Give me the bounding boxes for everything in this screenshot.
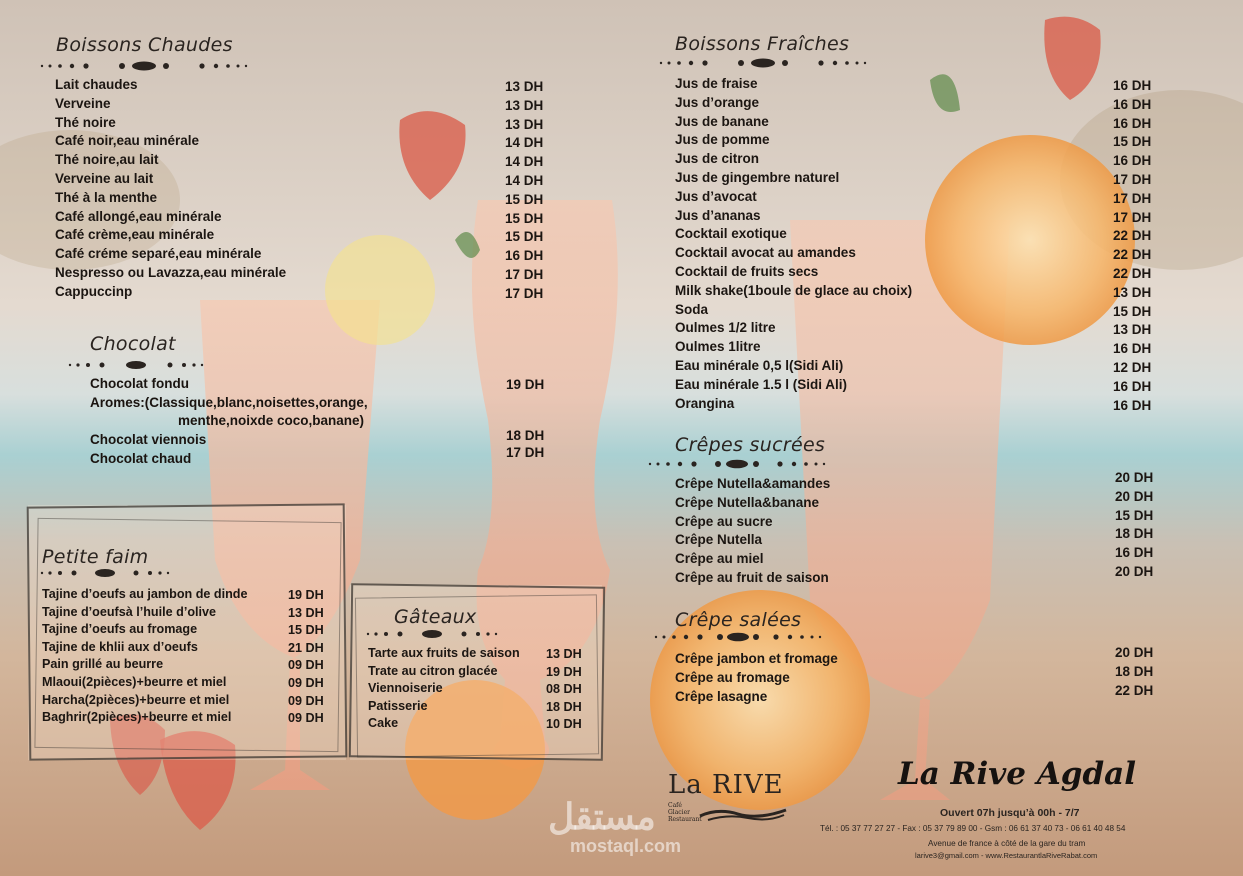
list-item: Crêpe lasagne 22 DH bbox=[675, 682, 1154, 704]
crepes-sucrees-list bbox=[675, 470, 1165, 589]
list-item: Orangina 16 DH bbox=[675, 395, 1152, 413]
wave-icon bbox=[698, 806, 788, 822]
ornament-divider bbox=[646, 458, 828, 470]
list-item: Eau minérale 0,5 l(Sidi Ali) 12 DH bbox=[675, 357, 1152, 375]
list-item: Café crème,eau minérale 15 DH bbox=[55, 227, 544, 245]
list-item: Crêpe au miel 16 DH bbox=[675, 545, 1154, 567]
list-item: Thé à la menthe 15 DH bbox=[55, 189, 544, 207]
phone-numbers: Tél. : 05 37 77 27 27 - Fax : 05 37 79 89 00 - Gsm : 06 61 37 40 73 - 06 61 40 48 54 bbox=[820, 824, 1126, 833]
list-item: Oulmes 1/2 litre 13 DH bbox=[675, 320, 1152, 338]
chocolat-aromes: Aromes:(Classique,blanc,noisettes,orange, bbox=[90, 395, 368, 410]
petite-faim-title: Petite faim bbox=[42, 546, 149, 568]
crepes-salees-title: Crêpe salées bbox=[675, 609, 802, 631]
watermark-url: mostaql.com bbox=[570, 836, 682, 856]
crepes-sucrees-title: Crêpes sucrées bbox=[675, 434, 826, 456]
address: Avenue de france à côté de la gare du tram bbox=[928, 839, 1086, 848]
gateaux-list bbox=[368, 646, 590, 734]
chocolat-viennois: Chocolat viennois bbox=[90, 432, 207, 447]
boissons-fraiches-list bbox=[675, 76, 1165, 414]
list-item: Cocktail avocat au amandes 22 DH bbox=[675, 245, 1152, 263]
list-item: Patisserie 18 DH bbox=[368, 698, 582, 714]
list-item: Crêpe Nutella&banane 20 DH bbox=[675, 488, 1154, 510]
chocolat-fondu-price: 19 DH bbox=[506, 377, 545, 392]
list-item: Thé noire 13 DH bbox=[55, 114, 544, 132]
list-item: Tarte aux fruits de saison 13 DH bbox=[368, 646, 582, 661]
ornament-divider bbox=[652, 631, 824, 643]
chocolat-chaud-price: 17 DH bbox=[506, 445, 545, 460]
list-item: Jus de fraise 16 DH bbox=[675, 76, 1152, 93]
list-item: Cocktail exotique 22 DH bbox=[675, 226, 1152, 244]
list-item: Jus de pomme 15 DH bbox=[675, 132, 1152, 150]
chocolat-chaud: Chocolat chaud bbox=[90, 451, 192, 466]
list-item: Eau minérale 1.5 l (Sidi Ali) 16 DH bbox=[675, 376, 1152, 394]
boissons-fraiches-title: Boissons Fraîches bbox=[675, 33, 850, 55]
list-item: Cappuccinp 17 DH bbox=[55, 283, 544, 301]
list-item: Crêpe au fruit de saison 20 DH bbox=[675, 563, 1154, 585]
list-item: Crêpe au fromage 18 DH bbox=[675, 663, 1154, 685]
chocolat-aromes-cont: menthe,noixde coco,banane) bbox=[178, 413, 365, 428]
list-item: Viennoiserie 08 DH bbox=[368, 681, 582, 697]
list-item: Café créme separé,eau minérale 16 DH bbox=[55, 246, 544, 264]
list-item: Nespresso ou Lavazza,eau minérale 17 DH bbox=[55, 264, 544, 282]
list-item: Cake 10 DH bbox=[368, 716, 582, 732]
list-item: Crêpe au sucre 15 DH bbox=[675, 507, 1154, 529]
list-item: Crêpe Nutella 18 DH bbox=[675, 526, 1154, 548]
contact-email-web: larive3@gmail.com - www.RestaurantlaRiveRabat.com bbox=[915, 851, 1098, 860]
list-item: Mlaoui(2pièces)+beurre et miel 09 DH bbox=[42, 674, 324, 690]
list-item: Cocktail de fruits secs 22 DH bbox=[675, 263, 1152, 281]
la-rive-logo: La RIVE Café Glacier Restaurant bbox=[668, 770, 798, 832]
ornament-divider bbox=[66, 359, 206, 371]
list-item: Jus d’avocat 17 DH bbox=[675, 188, 1152, 206]
chocolat-title: Chocolat bbox=[90, 333, 176, 355]
list-item: Crêpe Nutella&amandes 20 DH bbox=[675, 470, 1154, 491]
list-item: Verveine 13 DH bbox=[55, 95, 544, 113]
ornament-divider bbox=[656, 57, 870, 69]
crepes-salees-list bbox=[675, 645, 1165, 707]
list-item: Baghrir(2pièces)+beurre et miel 09 DH bbox=[42, 710, 324, 726]
list-item: Jus de citron 16 DH bbox=[675, 151, 1152, 169]
ornament-divider bbox=[38, 60, 250, 72]
list-item: Thé noire,au lait 14 DH bbox=[55, 152, 544, 170]
list-item: Soda 15 DH bbox=[675, 301, 1152, 319]
list-item: Crêpe jambon et fromage 20 DH bbox=[675, 645, 1154, 666]
chocolat-viennois-price: 18 DH bbox=[506, 428, 545, 443]
list-item: Café allongé,eau minérale 15 DH bbox=[55, 208, 544, 226]
watermark-arabic: مستقل bbox=[548, 796, 656, 837]
list-item: Tajine d’oeufs au jambon de dinde 19 DH bbox=[42, 587, 324, 602]
opening-hours: Ouvert 07h jusqu’à 00h - 7/7 bbox=[940, 807, 1080, 819]
list-item: Jus d’ananas 17 DH bbox=[675, 207, 1152, 225]
list-item: Tajine de khlii aux d’oeufs 21 DH bbox=[42, 639, 324, 655]
ornament-divider bbox=[38, 567, 172, 579]
chocolat-fondu: Chocolat fondu bbox=[90, 376, 189, 391]
ornament-divider bbox=[364, 628, 500, 640]
list-item: Café noir,eau minérale 14 DH bbox=[55, 133, 544, 151]
boissons-chaudes-list bbox=[55, 77, 555, 303]
list-item: Tajine d’oeufs au fromage 15 DH bbox=[42, 622, 324, 638]
list-item: Harcha(2pièces)+beurre et miel 09 DH bbox=[42, 692, 324, 708]
list-item: Verveine au lait 14 DH bbox=[55, 170, 544, 188]
gateaux-title: Gâteaux bbox=[394, 606, 477, 628]
list-item: Trate au citron glacée 19 DH bbox=[368, 663, 582, 679]
list-item: Tajine d’oeufsà l’huile d’olive 13 DH bbox=[42, 604, 324, 620]
boissons-chaudes-title: Boissons Chaudes bbox=[56, 34, 233, 56]
list-item: Jus d’orange 16 DH bbox=[675, 94, 1152, 112]
list-item: Oulmes 1litre 16 DH bbox=[675, 339, 1152, 357]
list-item: Lait chaudes 13 DH bbox=[55, 77, 544, 94]
list-item: Milk shake(1boule de glace au choix) 13 DH bbox=[675, 282, 1152, 300]
list-item: Pain grillé au beurre 09 DH bbox=[42, 657, 324, 673]
list-item: Jus de banane 16 DH bbox=[675, 113, 1152, 131]
petite-faim-list bbox=[42, 587, 334, 728]
brand-name: La Rive Agdal bbox=[898, 756, 1137, 792]
list-item: Jus de gingembre naturel 17 DH bbox=[675, 169, 1152, 187]
